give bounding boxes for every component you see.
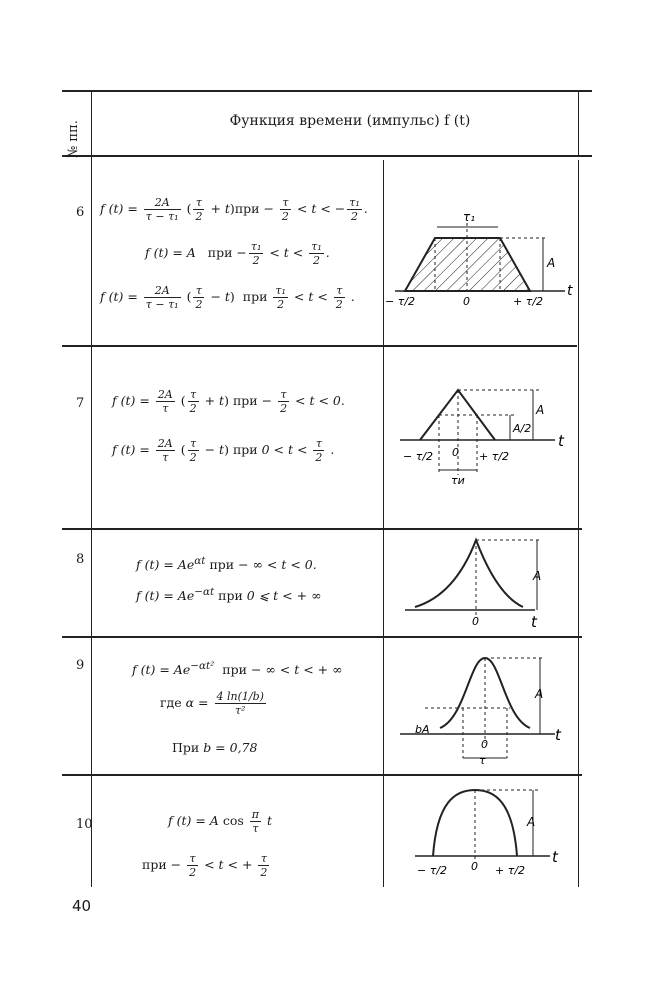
row-number: 8 <box>76 552 85 567</box>
triangle-pulse-plot <box>395 380 575 490</box>
axis-label: t <box>531 613 537 630</box>
row-number: 6 <box>76 205 85 220</box>
right-bound-label: + τ/2 <box>495 864 526 877</box>
right-column-rule-header <box>578 92 579 155</box>
center-label: 0 <box>463 295 470 308</box>
row-number: 7 <box>76 396 85 411</box>
formula-line: f (t) = $\frac{2A}{\tau}$ ( $\frac{\tau}{2}$ − t) при 0 < t < $\frac{\tau}{2}$ . <box>112 437 335 464</box>
amplitude-label: A <box>536 403 545 417</box>
number-column-header: № пп. <box>66 120 81 158</box>
center-label: 0 <box>452 446 459 459</box>
formula-line: f $(t) = Ae^{\alpha t}$ при − ∞ < t < 0. <box>136 555 317 573</box>
row-8-bottom-rule <box>62 636 582 638</box>
pulse-top-label: τ₁ <box>463 210 476 224</box>
exponential-pulse-plot <box>395 535 575 630</box>
formula-line: f (t) = A cos $\frac{\pi}{\tau}$ t <box>168 808 272 835</box>
half-amplitude-label: A/2 <box>513 422 532 435</box>
formula-line: При b = 0,78 <box>172 740 258 755</box>
formula-line: f (t) = $\frac{2A}{\text{τ − τ₁}}$ ( $\frac{\tau}{2}$ − t) при $\frac{\text{τ₁}}{2}$ < t < $\frac{\tau}{2}$ . <box>100 284 355 311</box>
formula-line: f (t) = $\frac{2A}{\text{τ − τ₁}}$ ( $\frac{\tau}{2}$ + t)при − $\frac{\tau}{2}$ < t < − $\frac{\text{τ₁}}{2}$ . <box>100 196 368 223</box>
table-top-rule <box>62 90 592 92</box>
right-bound-label: + τ/2 <box>479 450 510 463</box>
function-column-header: Функция времени (импульс) f (t) <box>229 113 471 129</box>
row-9-bottom-rule <box>62 774 582 776</box>
formula-line: где α = $\frac{4 \ln(1/b)}{\text{τ²}}$ <box>160 690 264 717</box>
header-bottom-rule <box>62 155 592 157</box>
formula-line: f $(t) = Ae^{-\alpha t}$ при 0 ⩽ t < + ∞ <box>136 586 322 604</box>
row-number: 9 <box>76 658 85 673</box>
formula-line: при − $\frac{\tau}{2}$ < t < + $\frac{\tau}{2}$ <box>142 852 268 879</box>
formula-line: f $(t) = Ae^{-\alpha t^2}$ при − ∞ < t < + ∞ <box>132 660 343 678</box>
amplitude-label: A <box>535 687 544 701</box>
row-number: 10 <box>76 817 93 832</box>
right-bound-label: + τ/2 <box>513 295 544 308</box>
cosine-pulse-plot <box>395 782 575 887</box>
axis-label: t <box>558 432 564 450</box>
axis-label: t <box>567 283 573 299</box>
page-number: 40 <box>72 897 92 915</box>
row-7-bottom-rule <box>62 528 582 530</box>
formula-line: f (t) = A при − $\frac{\text{τ₁}}{2}$ < t < $\frac{\text{τ₁}}{2}$ . <box>145 240 330 267</box>
center-label: 0 <box>472 615 479 628</box>
amplitude-label: A <box>527 815 536 829</box>
axis-label: t <box>552 848 558 866</box>
row-6-bottom-rule <box>62 345 577 347</box>
amplitude-label: A <box>533 569 542 583</box>
amplitude-label: A <box>547 256 556 270</box>
width-label: τи <box>451 474 465 487</box>
center-label: 0 <box>471 860 478 873</box>
left-bound-label: − τ/2 <box>385 295 416 308</box>
center-label: 0 <box>481 738 488 751</box>
trapezoid-pulse-plot <box>385 205 580 330</box>
left-bound-label: − τ/2 <box>403 450 434 463</box>
level-label: bA <box>415 723 430 736</box>
gaussian-pulse-plot <box>395 648 575 768</box>
number-column-rule <box>91 92 92 887</box>
plot-column-rule <box>383 160 384 887</box>
width-label: τ <box>479 754 486 767</box>
exponential-shape <box>415 540 523 607</box>
gaussian-shape <box>440 658 530 728</box>
axis-label: t <box>555 726 561 744</box>
left-bound-label: − τ/2 <box>417 864 448 877</box>
formula-line: f (t) = $\frac{2A}{\tau}$ ( $\frac{\tau}{2}$ + t) при − $\frac{\tau}{2}$ < t < 0. <box>112 388 345 415</box>
